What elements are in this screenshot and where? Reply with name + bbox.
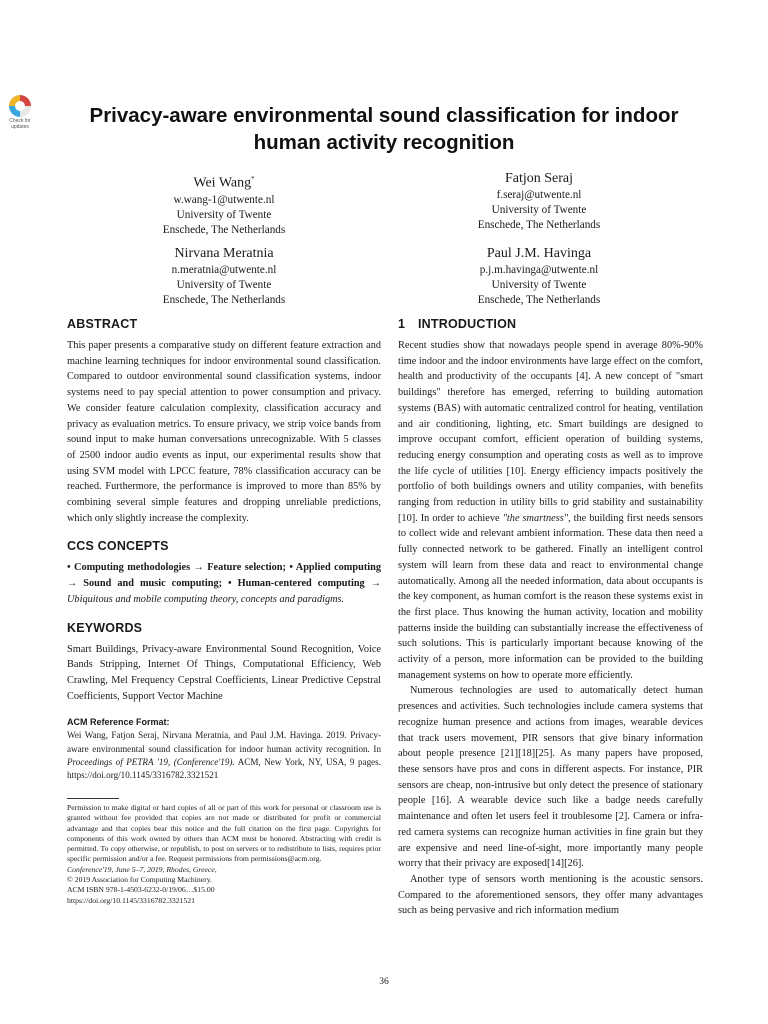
abstract-text: This paper presents a comparative study on different feature extraction and machine learning techniques for indoor environmental sound classification. Compared to outdoor environmental sound classification systems, indoor systems need to pay special attention to power consumption and privacy. We consider feature calculation complexity, classification accuracy and privacy as evaluation metrics. To ensure privacy, we strip voice bands from sound input to make human conversations unrecognizable. With 5 classes of 2500 indoor audio events as input, our experimental results show that using SVM model with LPCC feature, 78% classification accuracy can be reached. Furthermore, the performance is improved to more than 85% by combining several simple features and dropping unreliable predictions, which only slightly increase the complexity. [67,340,381,524]
author-email: f.seraj@utwente.nl [496,189,582,201]
isbn-line: ACM ISBN 978-1-4503-6232-0/19/06…$15.00 [67,885,215,895]
acm-ref-text-3: ACM, New York, NY, USA, 9 pages. https://doi.org/10.1145/3316782.3321521 [67,756,381,780]
author-name: Nirvana Meratnia [174,246,274,261]
crossmark-icon [9,95,31,117]
acm-ref-text-1: Wei Wang, Fatjon Seraj, Nirvana Meratnia, and Paul J.M. Havinga. 2019. Privacy-aware environmental sound classification for indoor human activity recognition. In [67,730,381,754]
section-number: 1 [398,317,406,331]
author-name: Wei Wang [193,175,252,191]
abstract-heading: ABSTRACT [67,317,138,331]
check-for-updates-badge[interactable] [6,95,34,130]
author-block-4 [409,245,669,309]
acm-ref-text [67,729,381,782]
intro-paragraph-1 [398,338,703,683]
ccs-text [67,560,381,607]
author-block-2 [409,170,669,234]
title-line-2: human activity recognition [253,131,515,154]
author-mark: * [251,175,255,183]
author-location: Enschede, The Netherlands [477,294,601,307]
footnote-block [67,798,381,906]
badge-label: Check for updates [9,118,31,130]
conference-line: Conference'19, June 5–7, 2019, Rhodes, Greece, [67,864,217,874]
author-affiliation: University of Twente [176,208,272,221]
author-name: Fatjon Seraj [504,171,574,186]
title-line-1: Privacy-aware environmental sound classification for indoor [89,104,679,127]
author-email: w.wang-1@utwente.nl [173,193,275,206]
author-location: Enschede, The Netherlands [162,294,286,307]
author-name: Paul J.M. Havinga [486,246,592,261]
right-column [398,316,703,919]
author-block-1 [94,170,354,238]
author-email: p.j.m.havinga@utwente.nl [479,264,599,276]
ccs-text-italic: Ubiquitous and mobile computing theory, concepts and paradigms. [67,593,345,605]
intro-p1-emphasis: "the smartness" [502,512,569,524]
author-block-3 [94,245,354,309]
author-affiliation: University of Twente [176,279,272,292]
intro-paragraph-2: Numerous technologies are used to automatically detect human presences and activities. Such technologies include camera systems that recognize human presence and actions from images, wearable devices that track users movement, PIR sensors that give binary information about people presence [21][18][25]. As many papers have proposed, these sensors have pros and cons in different aspects. For instance, PIR sensors are cheap, non-intrusive but only detect the presence of stationary people [16]. A wearable device such like a badge needs carefully maintenance and often let users feel it troublesome [2]. Camera or infra-red camera systems can recognize human activities in fine grain but they are expensive and need line-of-sight, more importantly many people worry that their privacy are exposed[14][26]. [398,685,703,870]
ccs-heading: CCS CONCEPTS [67,539,169,554]
keywords-text: Smart Buildings, Privacy-aware Environmental Sound Recognition, Voice Bands Stripping, Internet Of Things, Computational Efficiency, Web Crawling, Mel Frequency Cepstral Coefficients, Linear Predictive Cepstral Coefficients, Support Vector Machine [67,643,381,702]
page-number: 36 [379,977,389,987]
author-affiliation: University of Twente [491,279,587,292]
author-location: Enschede, The Netherlands [477,219,601,232]
intro-p1-text-a: Recent studies show that nowadays people spend in average 80%-90% time indoor and the indoor environments have large effect on the comfort, health and productivity of the occupants [4]. A new concept of "smart buildings" therefore has emerged, referring to building automation systems (BAS) with automatic centralized control for heating, ventilation and air conditioning, lighting, etc. Smart buildings are designed to improve occupant comfort, efficient operation of building systems, reducing energy consumption and operating costs as well as to improve the life cycle of utilities [10]. Energy efficiency impacts positively the portfolio of both buildings owners and utility companies, with benefits ranging from reduction in utility bills to grid stability and sustainability [10]. In order to achieve [398,340,703,524]
acm-ref-proceedings: Proceedings of PETRA '19, (Conference'19). [67,756,235,767]
author-affiliation: University of Twente [491,204,587,217]
left-column [67,316,381,782]
paper-title [40,102,728,156]
introduction-heading [398,316,703,332]
section-title: INTRODUCTION [418,317,517,331]
copyright-line: © 2019 Association for Computing Machinery. [67,875,212,885]
acm-ref-heading: ACM Reference Format: [67,717,170,728]
ccs-text-bold: • Computing methodologies → Feature selection; • Applied computing → Sound and music computing; • Human-centered computing → [67,562,381,590]
footnote-rule [67,798,119,799]
keywords-heading: KEYWORDS [67,620,143,635]
author-email: n.meratnia@utwente.nl [171,264,277,276]
permission-notice: Permission to make digital or hard copies of all or part of this work for personal or classroom use is granted without fee provided that copies are not made or distributed for profit or commercial advantage and that copies bear this notice and the full citation on the first page. Copyrights for components of this work owned by others than ACM must be honored. Abstracting with credit is permitted. To copy otherwise, or republish, to post on servers or to redistribute to lists, requires prior specific permission and/or a fee. Request permissions from permissions@acm.org. [67,803,381,864]
author-location: Enschede, The Netherlands [162,224,286,237]
intro-paragraph-3: Another type of sensors worth mentioning is the acoustic sensors. Compared to the aforementioned sensors, they offer many advantages such as being pervasive and rich information medium [398,873,703,917]
intro-p1-text-c: , the building first needs sensors to collect wide and relevant ambient information. These data then need a fully connected network to be gathered. Finally an intelligent control system will learn from these data and react to environmental change automatically. Among all the needed information, data about occupants is the key component, as human comfort is the reason these systems exist in the first place. Thus knowing the human activity, location and mobility patterns inside the building can substantially increase the effectiveness of such solutions. This is particularly important because knowing of the activity of a person, more information can be provided to the building management systems on how to operate more efficiently. [398,512,704,681]
doi-line: https://doi.org/10.1145/3316782.3321521 [67,895,195,905]
